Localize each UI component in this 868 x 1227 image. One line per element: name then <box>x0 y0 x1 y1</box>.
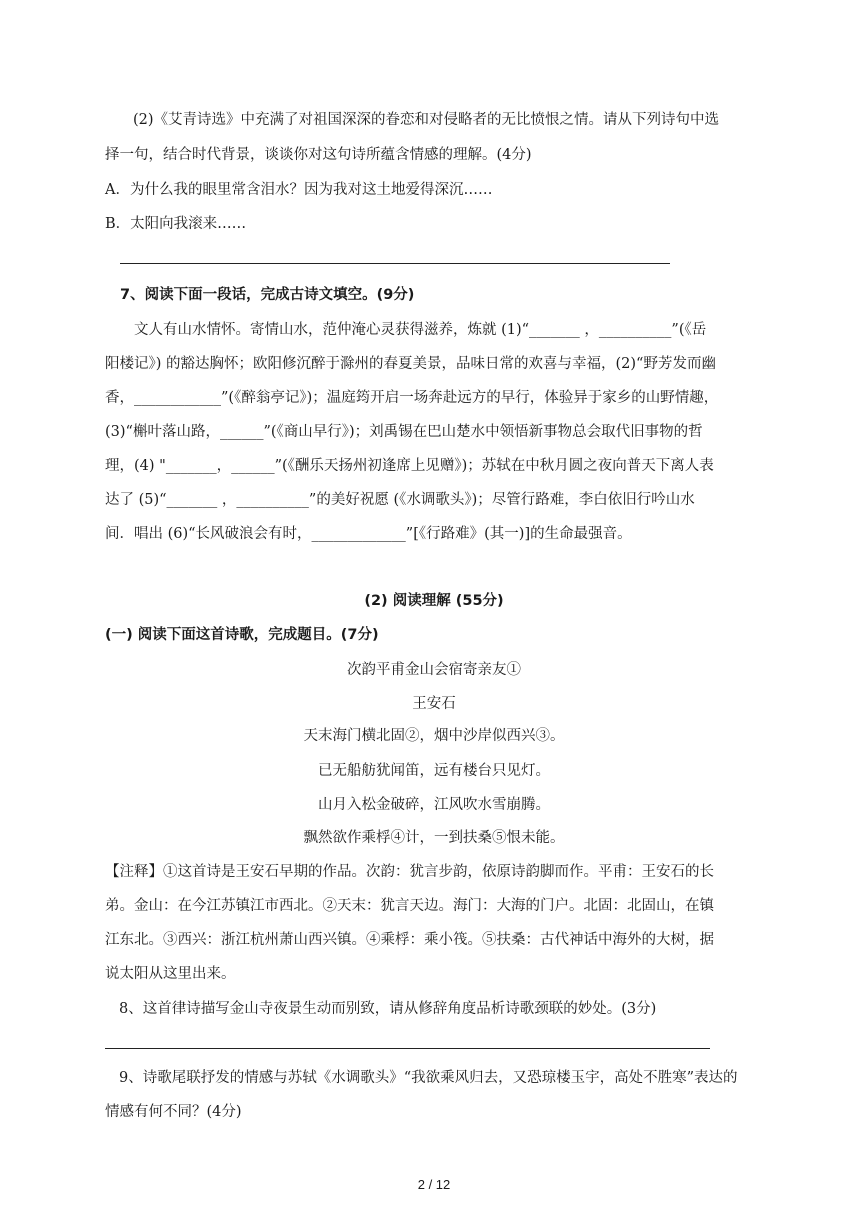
poem-line-1: 天末海门横北固②，烟中沙岸似西兴③。 <box>303 728 565 744</box>
q9-line-2: 情感有何不同？(4分) <box>105 1104 242 1120</box>
poem-line-2: 已无船舫犹闻笛，远有楼台只见灯。 <box>318 763 550 779</box>
q7-line-4: (3)“槲叶落山路，______”(《商山早行》)；刘禹锡在巴山楚水中领悟新事物总会取代旧事物的哲 <box>105 424 703 440</box>
section-title: (2) 阅读理解 (55分) <box>364 593 504 609</box>
q7-title: 7、阅读下面一段话，完成古诗文填空。(9分) <box>120 287 415 303</box>
part-1-title: (一) 阅读下面这首诗歌，完成题目。(7分) <box>105 627 379 643</box>
notes-line-2: 弟。金山：在今江苏镇江市西北。②天末：犹言天边。海门：大海的门户。北固：北固山，在镇 <box>105 898 714 914</box>
q8-answer-line <box>105 1048 710 1049</box>
q7-line-3: 香，____________”(《醉翁亭记》)；温庭筠开启一场奔赴远方的早行，体验异于家乡的山野情趣， <box>105 390 719 406</box>
q6-answer-line <box>120 263 670 264</box>
q6-option-a: A．为什么我的眼里常含泪水？因为我对这土地爱得深沉…… <box>105 182 493 198</box>
q8-text: 8、这首律诗描写金山寺夜景生动而别致，请从修辞角度品析诗歌颈联的妙处。(3分) <box>119 1001 657 1017</box>
poem-title: 次韵平甫金山会宿寄亲友① <box>347 662 521 678</box>
q6-prompt-line-2: 择一句，结合时代背景，谈谈你对这句诗所蕴含情感的理解。(4分) <box>105 147 532 163</box>
q6-prompt-line-1: (2)《艾青诗选》中充满了对祖国深深的眷恋和对侵略者的无比愤恨之情。请从下列诗句中选 <box>133 112 720 128</box>
notes-line-3: 江东北。③西兴：浙江杭州萧山西兴镇。④乘桴：乘小筏。⑤扶桑：古代神话中海外的大树，据 <box>105 932 714 948</box>
q7-line-7: 间．唱出 (6)“长风破浪会有时，_____________”[《行路难》(其一)]的生命最强音。 <box>105 526 632 542</box>
q6-option-b: B．太阳向我滚来…… <box>105 216 247 232</box>
q7-line-2: 阳楼记》) 的豁达胸怀；欧阳修沉醉于滁州的春夏美景，品味日常的欢喜与幸福，(2)“野芳发而幽 <box>105 356 716 372</box>
q7-line-6: 达了 (5)“_______ ，__________”的美好祝愿 (《水调歌头》)；尽管行路难，李白依旧行吟山水 <box>105 492 695 508</box>
q7-line-1: 文人有山水情怀。寄情山水，范仲淹心灵获得滋养，炼就 (1)“_______ ，__________”(《岳 <box>134 322 707 338</box>
notes-line-1: 【注释】①这首诗是王安石早期的作品。次韵：犹言步韵，依原诗韵脚而作。平甫：王安石的长 <box>105 864 714 880</box>
poem-line-3: 山月入松金破碎，江风吹水雪崩腾。 <box>318 797 550 813</box>
poem-author: 王安石 <box>412 696 456 712</box>
q7-line-5: 理，(4) "_______，______”(《酬乐天扬州初逢席上见赠》)；苏轼在中秋月圆之夜向普天下离人表 <box>105 458 714 474</box>
notes-line-4: 说太阳从这里出来。 <box>105 966 236 982</box>
q9-line-1: 9、诗歌尾联抒发的情感与苏轼《水调歌头》“我欲乘风归去，又恐琼楼玉宇，高处不胜寒”表达的 <box>119 1070 738 1086</box>
poem-line-4: 飘然欲作乘桴④计，一到扶桑⑤恨未能。 <box>303 830 565 846</box>
page-number: 2 / 12 <box>417 1177 451 1192</box>
